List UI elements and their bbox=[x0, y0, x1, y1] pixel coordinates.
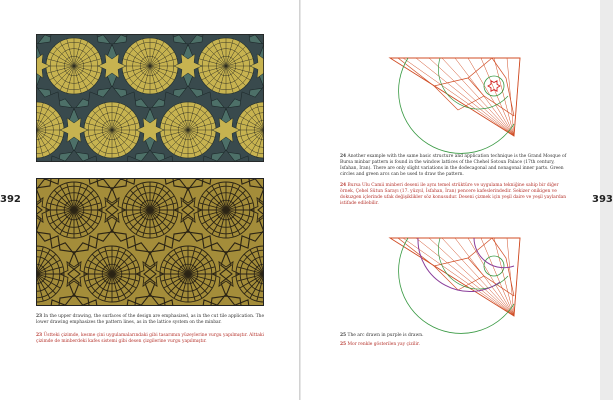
page-number-right: 393 bbox=[592, 194, 613, 205]
caption-23-en bbox=[36, 314, 268, 326]
caption-24-tr-text: Bursa Ulu Camii minberi deseni ile aynı temel strüktüre ve uygulama tekniğine sahip bir diğer örnek, Çehel Sütun Sarayı (17. yüzyıl, İsfahan, İran) pencere kafeslerindedir. Sekizer onikigen ve dokuzgen içlerinde ufak değişiklikler söz konusudur. Deseni çizmek için yeşil daire ve yeşil yaylardan istifade edilebilir. bbox=[340, 183, 567, 206]
caption-25-tr bbox=[340, 342, 572, 348]
tile-pattern-figure bbox=[36, 34, 264, 162]
caption-23-tr-text: Üstteki çizimde, kesme çini uygulamalarındaki gibi tasarımın yüzeylerine vurgu yapılmıştır. Alttaki çizimde de minberdeki kafes sistemi gibi desen çizgilerine vurgu yapılmıştır. bbox=[36, 333, 264, 344]
caption-25-en-number: 25 bbox=[340, 333, 347, 338]
caption-25-en bbox=[340, 333, 572, 339]
caption-25-tr-text: Mor renkle gösterilen yay çizilir. bbox=[347, 342, 420, 347]
caption-23-tr-number: 23 bbox=[36, 333, 43, 338]
caption-23-en-number: 23 bbox=[36, 314, 43, 319]
caption-24-en-number: 24 bbox=[340, 154, 347, 159]
lattice-pattern-figure bbox=[36, 178, 264, 306]
caption-24-tr-number: 24 bbox=[340, 183, 347, 188]
caption-25-en-text: The arc drawn in purple is drawn. bbox=[347, 333, 424, 338]
construction-triangle-lower bbox=[388, 236, 522, 318]
caption-23-en-text: In the upper drawing, the surfaces of the design are emphasized, as in the cut tile application. The lower drawing emphasizes the pattern lines, as in the lattice system on the minbar. bbox=[36, 314, 265, 325]
caption-25-tr-number: 25 bbox=[340, 342, 347, 347]
construction-triangle-upper bbox=[388, 56, 522, 138]
book-gutter bbox=[299, 0, 301, 400]
page-number-left: 392 bbox=[0, 194, 21, 205]
caption-24-en-text: Another example with the same basic structure and application technique is the Grand Mosque of Bursa minbar pattern is found in the window lattices of the Chehel Sotoun Palace (17th century, Isfahan, Iran). There are only slight variations in the dodecagonal and nonagonal inner parts. Green circles and green arcs can be used to draw the pattern. bbox=[340, 154, 567, 177]
caption-24-tr bbox=[340, 183, 572, 207]
caption-24-en bbox=[340, 154, 572, 178]
caption-23-tr bbox=[36, 333, 268, 345]
